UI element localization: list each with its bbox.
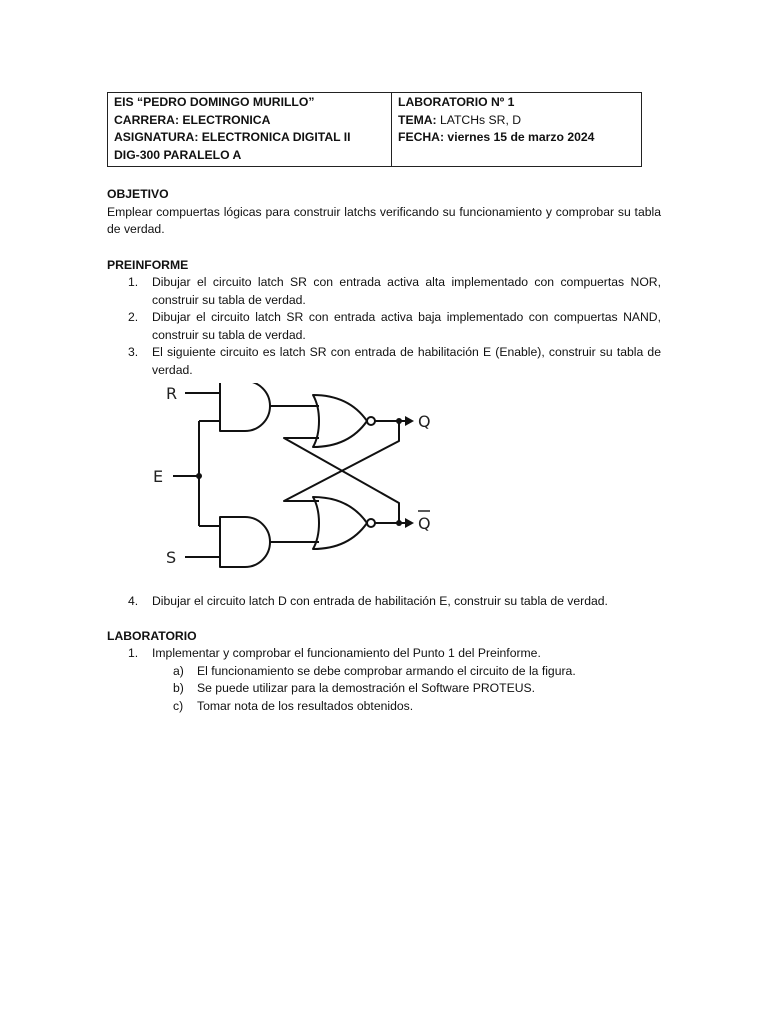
list-item	[107, 274, 661, 309]
objetivo-text: Emplear compuertas lógicas para construir latchs verificando su funcionamiento y comprobar su tabla de verdad.	[107, 204, 661, 237]
document-page	[107, 92, 661, 715]
nor-top-bubble	[367, 417, 375, 425]
list-item-number: 1.	[128, 646, 139, 661]
list-item	[107, 309, 661, 344]
header-table	[107, 92, 642, 167]
lab-number: LABORATORIO Nº 1	[398, 95, 515, 109]
qbar-label: Q	[418, 514, 431, 534]
list-item-text: El siguiente circuito es latch SR con entrada de habilitación E (Enable), construir su tabla de verdad.	[152, 345, 661, 377]
list-item-number: 2.	[128, 310, 139, 325]
q-arrow-icon	[405, 416, 414, 426]
preinforme-list	[107, 274, 661, 379]
list-item	[107, 663, 661, 681]
sr-latch-enable-figure	[107, 383, 661, 589]
fecha-value: viernes 15 de marzo 2024	[444, 130, 595, 145]
q-feedback-wire	[284, 421, 399, 501]
sub-item-letter: a)	[173, 663, 184, 678]
and-gate-bottom	[220, 517, 270, 567]
header-right-cell	[392, 93, 642, 167]
fecha-line	[398, 129, 635, 147]
list-item	[107, 344, 661, 379]
nor-bottom-bubble	[367, 519, 375, 527]
nor-gate-top	[313, 395, 367, 447]
qbar-arrow-icon	[405, 518, 414, 528]
career-line: CARRERA: ELECTRONICA	[114, 112, 271, 127]
preinforme-title: PREINFORME	[107, 257, 189, 272]
list-item	[107, 680, 661, 698]
objetivo-title: OBJETIVO	[107, 187, 169, 202]
s-label: S	[166, 548, 177, 568]
tema-value: LATCHs SR, D	[436, 112, 522, 127]
tema-line	[398, 112, 635, 130]
qbar-junction-dot	[396, 520, 402, 526]
and-gate-top	[220, 383, 270, 431]
course-line: DIG-300 PARALELO A	[114, 147, 242, 162]
laboratorio-title: LABORATORIO	[107, 628, 197, 643]
subject-line: ASIGNATURA: ELECTRONICA DIGITAL II	[114, 130, 351, 145]
header-left-cell	[108, 93, 392, 167]
tema-label: TEMA:	[398, 112, 437, 127]
preinforme-list-continued	[107, 593, 661, 611]
list-item-text: Dibujar el circuito latch SR con entrada activa baja implementado con compuertas NAND, construir su tabla de verdad.	[152, 310, 661, 342]
list-item-text: Implementar y comprobar el funcionamiento del Punto 1 del Preinforme.	[152, 646, 541, 661]
sub-item-letter: b)	[173, 681, 184, 696]
fecha-label: FECHA:	[398, 130, 445, 145]
list-item-number: 4.	[128, 594, 139, 609]
list-item-number: 3.	[128, 345, 139, 360]
laboratorio-sublist	[107, 663, 661, 716]
laboratorio-list	[107, 645, 661, 663]
sub-item-text: Tomar nota de los resultados obtenidos.	[197, 698, 414, 713]
sr-latch-circuit-diagram	[147, 383, 447, 589]
sub-item-letter: c)	[173, 698, 184, 713]
list-item	[107, 698, 661, 716]
r-label: R	[166, 384, 178, 404]
e-label: E	[153, 467, 164, 487]
list-item-text: Dibujar el circuito latch D con entrada de habilitación E, construir su tabla de verdad.	[152, 594, 608, 609]
enable-junction-dot	[196, 473, 202, 479]
sub-item-text: Se puede utilizar para la demostración el Software PROTEUS.	[197, 681, 536, 696]
institution-name: EIS “PEDRO DOMINGO MURILLO”	[114, 95, 315, 109]
q-label: Q	[418, 412, 431, 432]
list-item	[107, 593, 661, 611]
list-item	[107, 645, 661, 663]
nor-gate-bottom	[313, 497, 367, 549]
list-item-text: Dibujar el circuito latch SR con entrada activa alta implementado con compuertas NOR, construir su tabla de verdad.	[152, 275, 661, 307]
list-item-number: 1.	[128, 275, 139, 290]
sub-item-text: El funcionamiento se debe comprobar armando el circuito de la figura.	[197, 663, 576, 678]
q-junction-dot	[396, 418, 402, 424]
